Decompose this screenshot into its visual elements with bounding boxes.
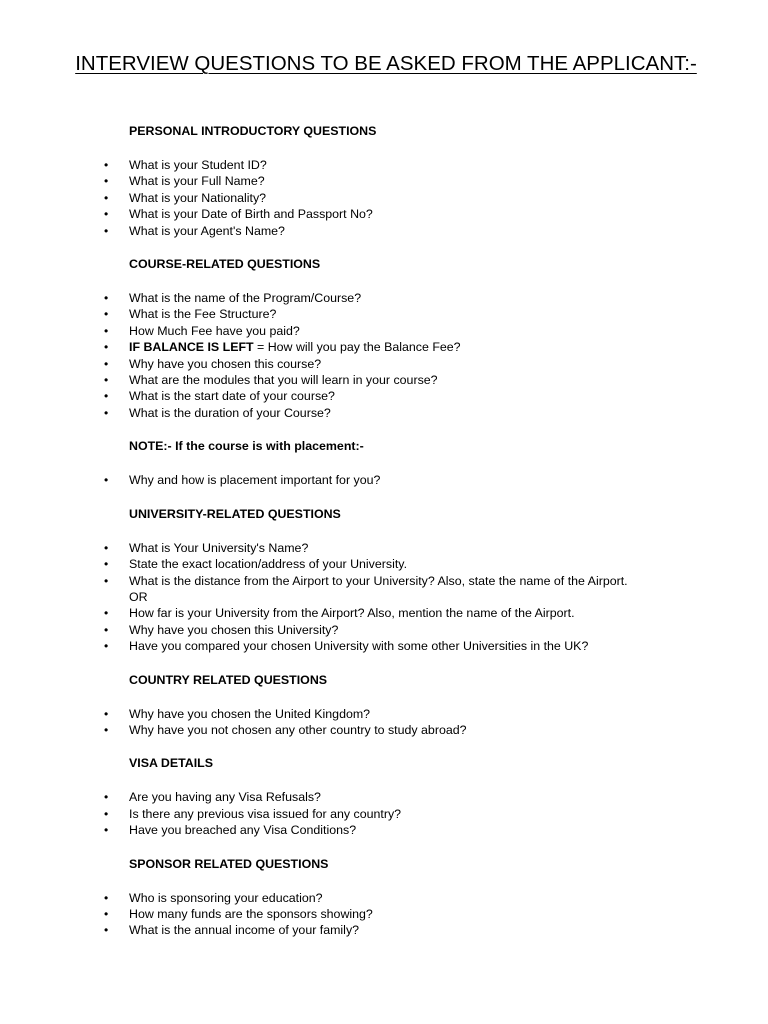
- bullet-icon: •: [104, 356, 109, 371]
- bullet-icon: •: [104, 806, 109, 821]
- list-item: • Why have you chosen the United Kingdom?: [104, 706, 371, 721]
- list-item: • Why have you chosen this University?: [104, 622, 339, 637]
- section-heading-visa: VISA DETAILS: [129, 756, 213, 771]
- bullet-icon: •: [104, 706, 109, 721]
- bullet-icon: •: [104, 823, 109, 838]
- bullet-icon: •: [104, 291, 109, 306]
- bullet-icon: •: [104, 223, 109, 238]
- list-item: • What is your Student ID?: [104, 158, 267, 172]
- list-item: • Why and how is placement important for you?: [104, 473, 381, 488]
- bullet-icon: •: [104, 158, 109, 172]
- list-item: • What is the start date of your course?: [104, 389, 335, 404]
- list-item: • What is your Date of Birth and Passport No?: [104, 207, 373, 222]
- list-item: • What are the modules that you will learn in your course?: [104, 373, 438, 388]
- list-item: • How far is your University from the Airport? Also, mention the name of the Airport.: [104, 606, 575, 621]
- bullet-icon: •: [104, 606, 109, 621]
- question-list-country: [0, 706, 768, 739]
- balance-condition: IF BALANCE IS LEFT: [129, 340, 254, 355]
- bullet-icon: •: [104, 540, 109, 555]
- document-content: [0, 123, 768, 956]
- list-item: • What is Your University's Name?: [104, 540, 309, 555]
- bullet-icon: •: [104, 906, 109, 921]
- question-list-personal: [0, 157, 768, 239]
- or-separator: OR: [129, 589, 148, 604]
- list-item: • How many funds are the sponsors showing?: [104, 906, 373, 921]
- question-list-course: [0, 290, 768, 421]
- list-item: • What is the duration of your Course?: [104, 405, 331, 420]
- bullet-icon: •: [104, 622, 109, 637]
- document-title: INTERVIEW QUESTIONS TO BE ASKED FROM THE APPLICANT:-: [75, 52, 697, 75]
- bullet-icon: •: [104, 639, 109, 654]
- section-heading-university: UNIVERSITY-RELATED QUESTIONS: [129, 506, 341, 521]
- list-item: • Have you breached any Visa Conditions?: [104, 823, 357, 838]
- list-item: • How Much Fee have you paid?: [104, 323, 300, 338]
- list-item: • What is your Nationality?: [104, 190, 267, 205]
- bullet-icon: •: [104, 722, 109, 737]
- bullet-icon: •: [104, 307, 109, 322]
- list-item: • Why have you chosen this course?: [104, 356, 322, 371]
- list-item: • State the exact location/address of your University.: [104, 557, 408, 572]
- bullet-icon: •: [104, 473, 109, 488]
- list-item: • Is there any previous visa issued for any country?: [104, 806, 402, 821]
- bullet-icon: •: [104, 323, 109, 338]
- list-item: • What is the annual income of your family?: [104, 923, 360, 938]
- question-list-visa: [0, 789, 768, 838]
- section-heading-sponsor: SPONSOR RELATED QUESTIONS: [129, 856, 329, 871]
- bullet-icon: •: [104, 373, 109, 388]
- section-heading-placement: NOTE:- If the course is with placement:-: [129, 439, 364, 454]
- bullet-icon: •: [104, 340, 109, 355]
- bullet-icon: •: [104, 389, 109, 404]
- bullet-icon: •: [104, 207, 109, 222]
- list-item: • What is the distance from the Airport to your University? Also, state the name of the Airport.: [104, 573, 628, 588]
- list-item: • Have you compared your chosen University with some other Universities in the UK?: [104, 639, 589, 654]
- list-item: • What is the Fee Structure?: [104, 307, 277, 322]
- section-heading-course: COURSE-RELATED QUESTIONS: [129, 257, 321, 272]
- bullet-icon: •: [104, 190, 109, 205]
- bullet-icon: •: [104, 573, 109, 588]
- question-list-university: [0, 540, 768, 655]
- bullet-icon: •: [104, 405, 109, 420]
- list-item: • What is the name of the Program/Course?: [104, 291, 362, 306]
- list-item: • Who is sponsoring your education?: [104, 890, 323, 905]
- bullet-icon: •: [104, 890, 109, 905]
- bullet-icon: •: [104, 790, 109, 805]
- bullet-icon: •: [104, 174, 109, 189]
- list-item-balance: • IF BALANCE IS LEFT = How will you pay the Balance Fee?: [104, 340, 461, 355]
- section-heading-country: COUNTRY RELATED QUESTIONS: [129, 672, 328, 687]
- bullet-icon: •: [104, 557, 109, 572]
- list-item: • Are you having any Visa Refusals?: [104, 790, 321, 805]
- list-item: • What is your Agent's Name?: [104, 223, 285, 238]
- question-list-placement: [0, 472, 768, 488]
- question-list-sponsor: [0, 890, 768, 939]
- section-heading-personal: PERSONAL INTRODUCTORY QUESTIONS: [129, 124, 377, 138]
- list-item: • Why have you not chosen any other country to study abroad?: [104, 722, 467, 737]
- bullet-icon: •: [104, 923, 109, 938]
- list-item: • What is your Full Name?: [104, 174, 265, 189]
